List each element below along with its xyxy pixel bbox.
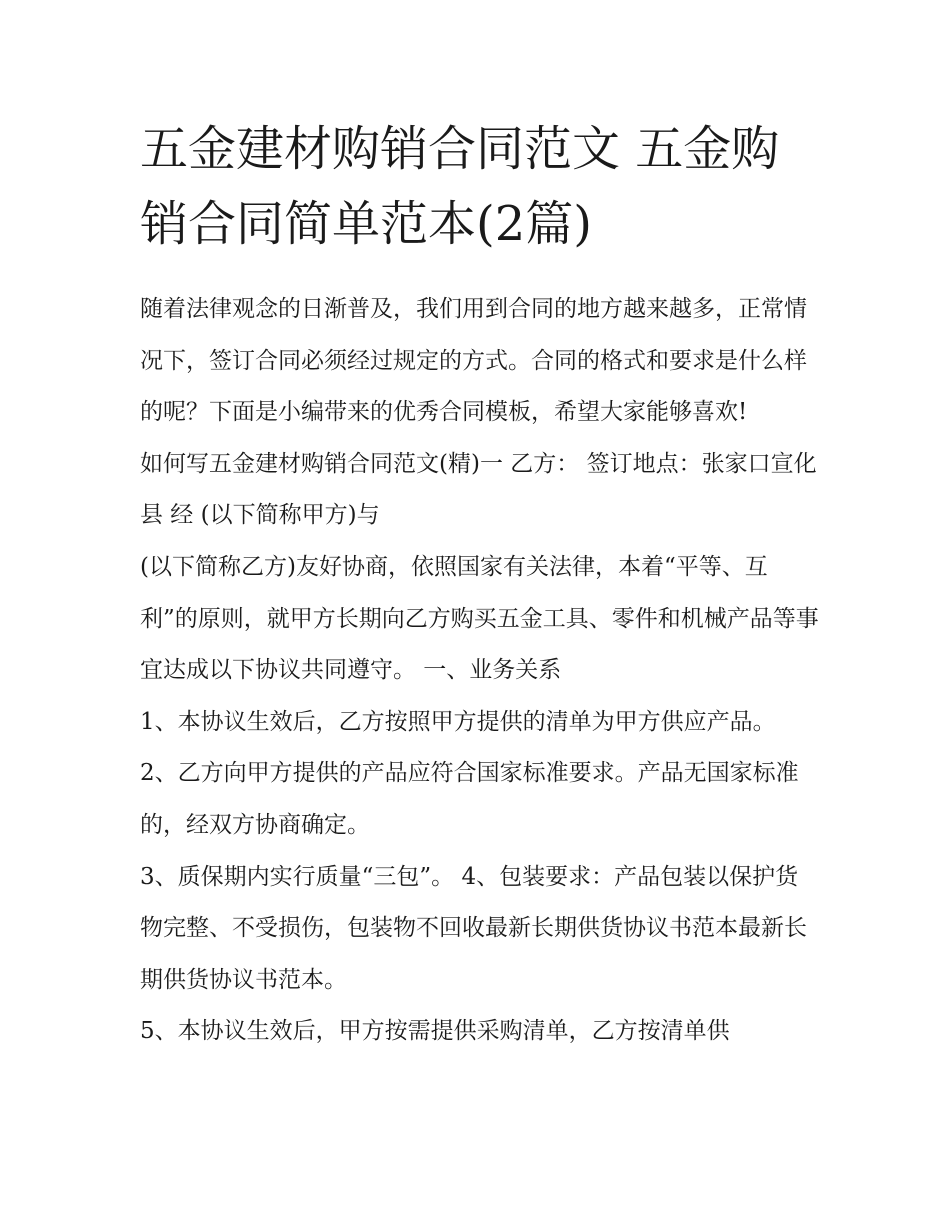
document-title <box>140 112 820 262</box>
clause-5-paragraph: 5、本协议生效后，甲方按需提供采购清单，乙方按清单供 <box>140 1018 730 1045</box>
clause-1-2-paragraph: 1、本协议生效后，乙方按照甲方提供的清单为甲方供应产品。 2、乙方向甲方提供的产品应符合国家标准要求。产品无国家标准的，经双方协商确定。 <box>140 708 799 838</box>
title-text: 五金建材购销合同范文 五金购销合同简单范本(2篇) <box>140 121 780 252</box>
clause-3-4-paragraph: 3、质保期内实行质量“三包”。 4、包装要求：产品包装以保护货物完整、不受损伤，包装物不回收最新长期供货协议书范本最新长期供货协议书范本。 <box>140 863 807 993</box>
intro-paragraph: 随着法律观念的日渐普及，我们用到合同的地方越来越多，正常情况下，签订合同必须经过规定的方式。合同的格式和要求是什么样的呢？下面是小编带来的优秀合同模板，希望大家能够喜欢! <box>140 296 807 426</box>
contract-heading-paragraph: 如何写五金建材购销合同范文(精)一 乙方： 签订地点：张家口宣化县 经 (以下简称甲方)与 <box>140 450 817 529</box>
document-page <box>140 112 820 1058</box>
agreement-preamble-paragraph: (以下简称乙方)友好协商，依照国家有关法律，本着“平等、互利”的原则，就甲方长期向乙方购买五金工具、零件和机械产品等事宜达成以下协议共同遵守。 一、业务关系 <box>140 553 819 684</box>
